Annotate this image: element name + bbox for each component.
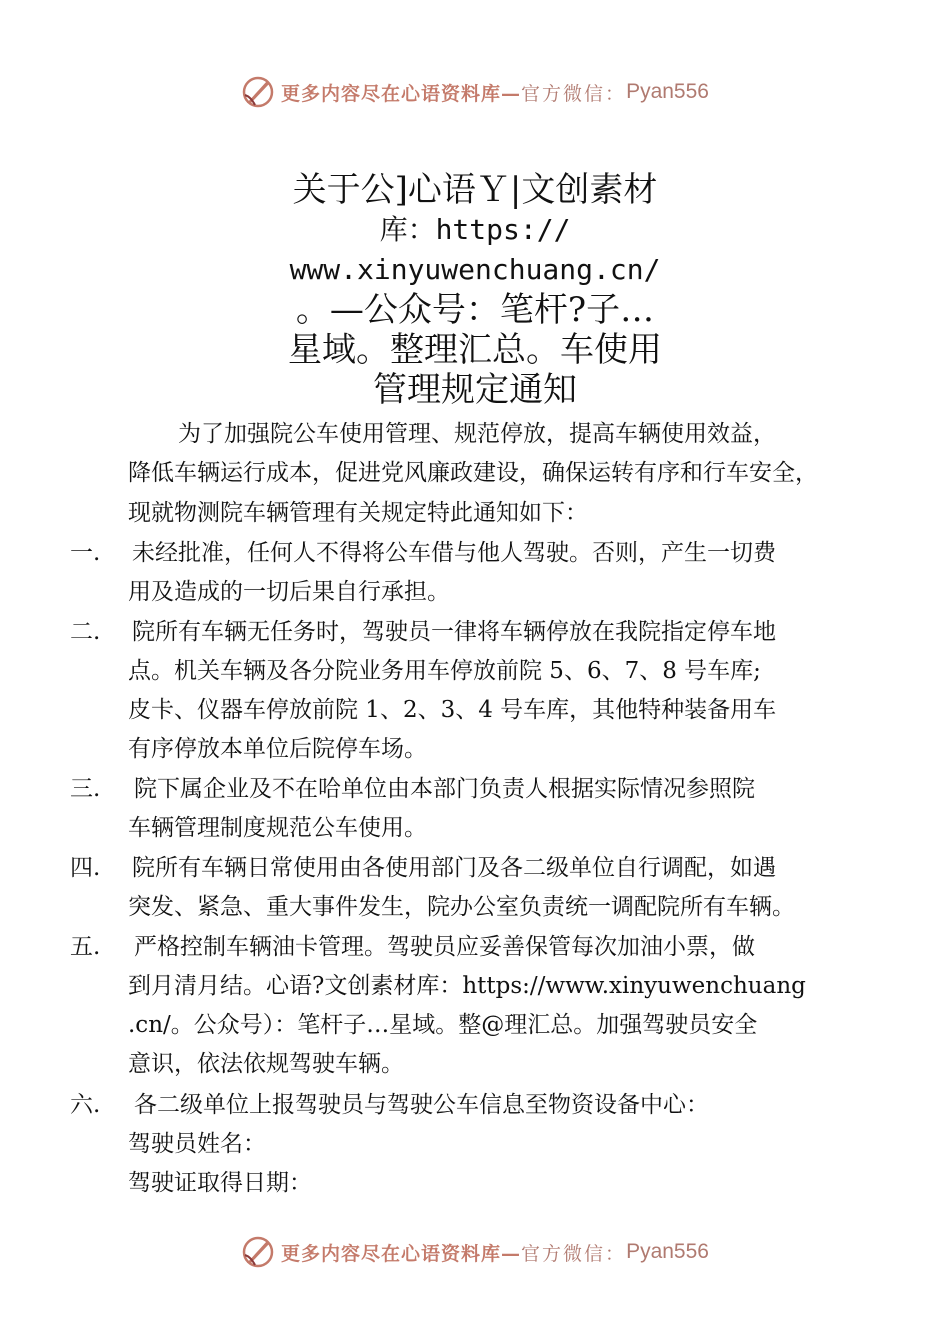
item-line: 院所有车辆日常使用由各使用部门及各二级单位自行调配，如遇 [132,855,776,881]
item-line: 车辆管理制度规范公车使用。 [128,815,427,841]
item-line: 驾驶员姓名： [128,1131,266,1157]
banner-wechat-id: Pyan556 [626,1240,709,1263]
item-line: 各二级单位上报驾驶员与驾驶公车信息至物资设备中心： [134,1092,709,1118]
title-line: 关于公]心语Ｙ|文创素材 [292,170,658,210]
footer-watermark-banner [0,1232,950,1272]
item-number: 六. [70,1092,101,1118]
item-line: 驾驶证取得日期： [128,1170,312,1196]
title-line: www.xinyuwenchuang.cn/ [289,253,661,286]
banner-text: 更多内容尽在心语资料库— [281,82,522,105]
item-line: 皮卡、仪器车停放前院 1、2、3、4 号车库，其他特种装备用车 [128,697,777,723]
quill-logo-icon [241,75,275,109]
item-line: 严格控制车辆油卡管理。驾驶员应妥善保管每次加油小票，做 [134,934,755,960]
item-number: 一. [70,540,101,566]
item-line: 有序停放本单位后院停车场。 [128,736,427,762]
banner-wechat-label: 官方微信： [521,1242,627,1265]
title-line: 库：https:// [379,213,571,246]
item-line: 用及造成的一切后果自行承担。 [128,579,450,605]
banner-text: 更多内容尽在心语资料库— [281,1242,522,1265]
item-line: 未经批准，任何人不得将公车借与他人驾驶。否则，产生一切费 [132,540,776,566]
header-watermark-banner [0,72,950,112]
banner-wechat-label: 官方微信： [521,82,627,105]
title-line: 。—公众号：笔杆?子… [295,290,655,330]
item-line: 意识，依法依规驾驶车辆。 [128,1051,404,1077]
item-number: 五. [70,934,101,960]
document-title [0,170,950,410]
title-line: 管理规定通知 [373,370,577,410]
item-line: .cn/。公众号）：笔杆子…星域。整@理汇总。加强驾驶员安全 [128,1012,758,1038]
item-number: 四. [70,855,101,881]
item-line: 院下属企业及不在哈单位由本部门负责人根据实际情况参照院 [134,776,755,802]
intro-line: 现就物测院车辆管理有关规定特此通知如下： [128,500,588,526]
item-number: 三. [70,776,101,802]
quill-logo-icon [241,1235,275,1269]
item-line: 点。机关车辆及各分院业务用车停放前院 5、6、7、8 号车库; [128,658,761,684]
banner-wechat-id: Pyan556 [626,80,709,103]
item-line: 突发、紧急、重大事件发生，院办公室负责统一调配院所有车辆。 [128,894,795,920]
intro-line: 为了加强院公车使用管理、规范停放，提高车辆使用效益， [178,421,776,447]
item-line: 院所有车辆无任务时，驾驶员一律将车辆停放在我院指定停车地 [132,619,776,645]
item-number: 二. [70,619,101,645]
intro-line: 降低车辆运行成本，促进党风廉政建设，确保运转有序和行车安全， [128,460,818,486]
item-line: 到月清月结。心语?文创素材库：https://www.xinyuwenchuang [128,973,806,999]
title-line: 星域。整理汇总。车使用 [288,330,662,370]
